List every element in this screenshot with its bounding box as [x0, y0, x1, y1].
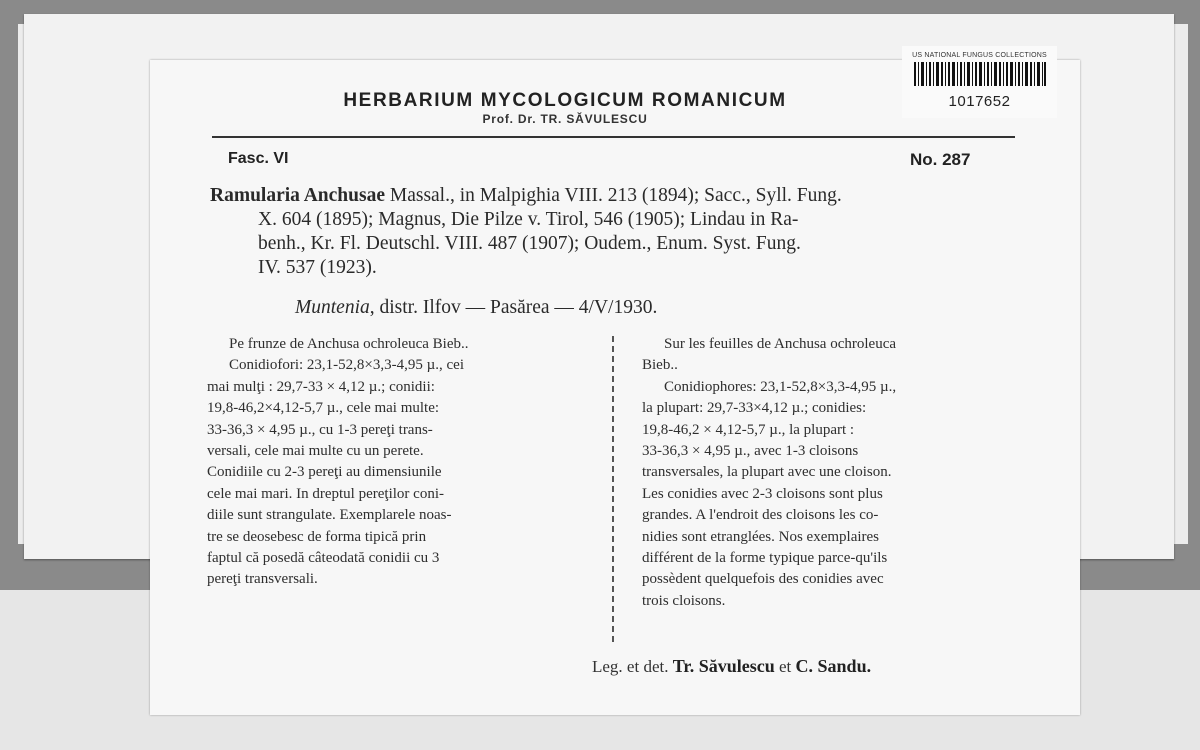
romanian-description	[207, 334, 587, 591]
description-line: grandes. A l'endroit des cloisons les co-	[642, 507, 879, 524]
description-line: Conidiophores: 23,1-52,8×3,3-4,95 µ.,	[664, 378, 897, 395]
collector-name: Tr. Săvulescu	[672, 656, 775, 676]
locality-region: Muntenia	[295, 297, 370, 318]
description-line: transversales, la plupart avec une cloison.	[642, 464, 892, 481]
description-line: Les conidies avec 2-3 cloisons sont plus	[642, 485, 883, 502]
description-line: trois cloisons.	[642, 592, 726, 609]
collectors-line	[592, 656, 871, 677]
description-line: Bieb..	[642, 357, 678, 374]
french-description	[642, 334, 1022, 612]
species-citation	[210, 184, 1020, 280]
species-line-1	[210, 184, 1020, 208]
species-line: IV. 537 (1923).	[258, 257, 377, 278]
description-line: Sur les feuilles de Anchusa ochroleuca	[664, 336, 897, 352]
description-line: la plupart: 29,7-33×4,12 µ.; conidies:	[642, 400, 867, 417]
collectors-prefix: Leg. et det.	[592, 657, 673, 676]
collectors-connector: et	[774, 657, 796, 676]
species-name: Ramularia Anchusae	[210, 185, 385, 206]
description-line: différent de la forme typique parce-qu'ils	[642, 550, 888, 567]
description-line: cele mai mari. In dreptul pereţilor coni-	[207, 485, 444, 502]
barcode-caption: US NATIONAL FUNGUS COLLECTIONS	[912, 52, 1047, 59]
description-line: diile sunt strangulate. Exemplarele noas-	[207, 507, 452, 524]
description-line: tre se deosebesc de forma tipică prin	[207, 528, 427, 545]
locality-details: , distr. Ilfov — Pasărea — 4/V/1930.	[369, 297, 658, 318]
header-rule	[212, 136, 1015, 138]
description-line: 33-36,3 × 4,95 µ., cu 1-3 pereţi trans-	[207, 421, 433, 438]
column-divider	[612, 336, 616, 642]
species-citation-rest: Massal., in Malpighia VIII. 213 (1894); Sacc., Syll. Fung.	[384, 185, 842, 206]
description-line: Conidiile cu 2-3 pereţi au dimensiunile	[207, 464, 442, 481]
description-line: Conidiofori: 23,1-52,8×3,3-4,95 µ., cei	[229, 357, 464, 374]
description-line: possèdent quelquefois des conidies avec	[642, 571, 884, 588]
barcode-bars	[914, 62, 1046, 86]
species-line: X. 604 (1895); Magnus, Die Pilze v. Tirol, 546 (1905); Lindau in Ra-	[258, 209, 799, 230]
herbarium-title: HERBARIUM MYCOLOGICUM ROMANICUM	[343, 90, 787, 111]
barcode-number: 1017652	[948, 93, 1011, 110]
description-line: nidies sont etranglées. Nos exemplaires	[642, 528, 880, 545]
locality-line	[295, 297, 657, 319]
specimen-number: No. 287	[910, 150, 971, 169]
description-line: versali, cele mai multe cu un perete.	[207, 443, 424, 460]
species-line: benh., Kr. Fl. Deutschl. VIII. 487 (1907); Oudem., Enum. Syst. Fung.	[258, 233, 801, 254]
description-line: mai mulţi : 29,7-33 × 4,12 µ.; conidii:	[207, 378, 435, 395]
fascicle-number: Fasc. VI	[228, 150, 289, 167]
description-line: pereţi transversali.	[207, 571, 318, 588]
description-line: 33-36,3 × 4,95 µ., avec 1-3 cloisons	[642, 443, 859, 460]
collector-name: C. Sandu.	[795, 656, 872, 676]
description-line: Pe frunze de Anchusa ochroleuca Bieb..	[229, 336, 469, 352]
description-line: 19,8-46,2×4,12-5,7 µ., cele mai multe:	[207, 400, 440, 417]
herbarium-subtitle: Prof. Dr. TR. SĂVULESCU	[482, 112, 648, 126]
description-line: faptul că posedă câteodată conidii cu 3	[207, 550, 440, 567]
description-line: 19,8-46,2 × 4,12-5,7 µ., la plupart :	[642, 421, 855, 438]
